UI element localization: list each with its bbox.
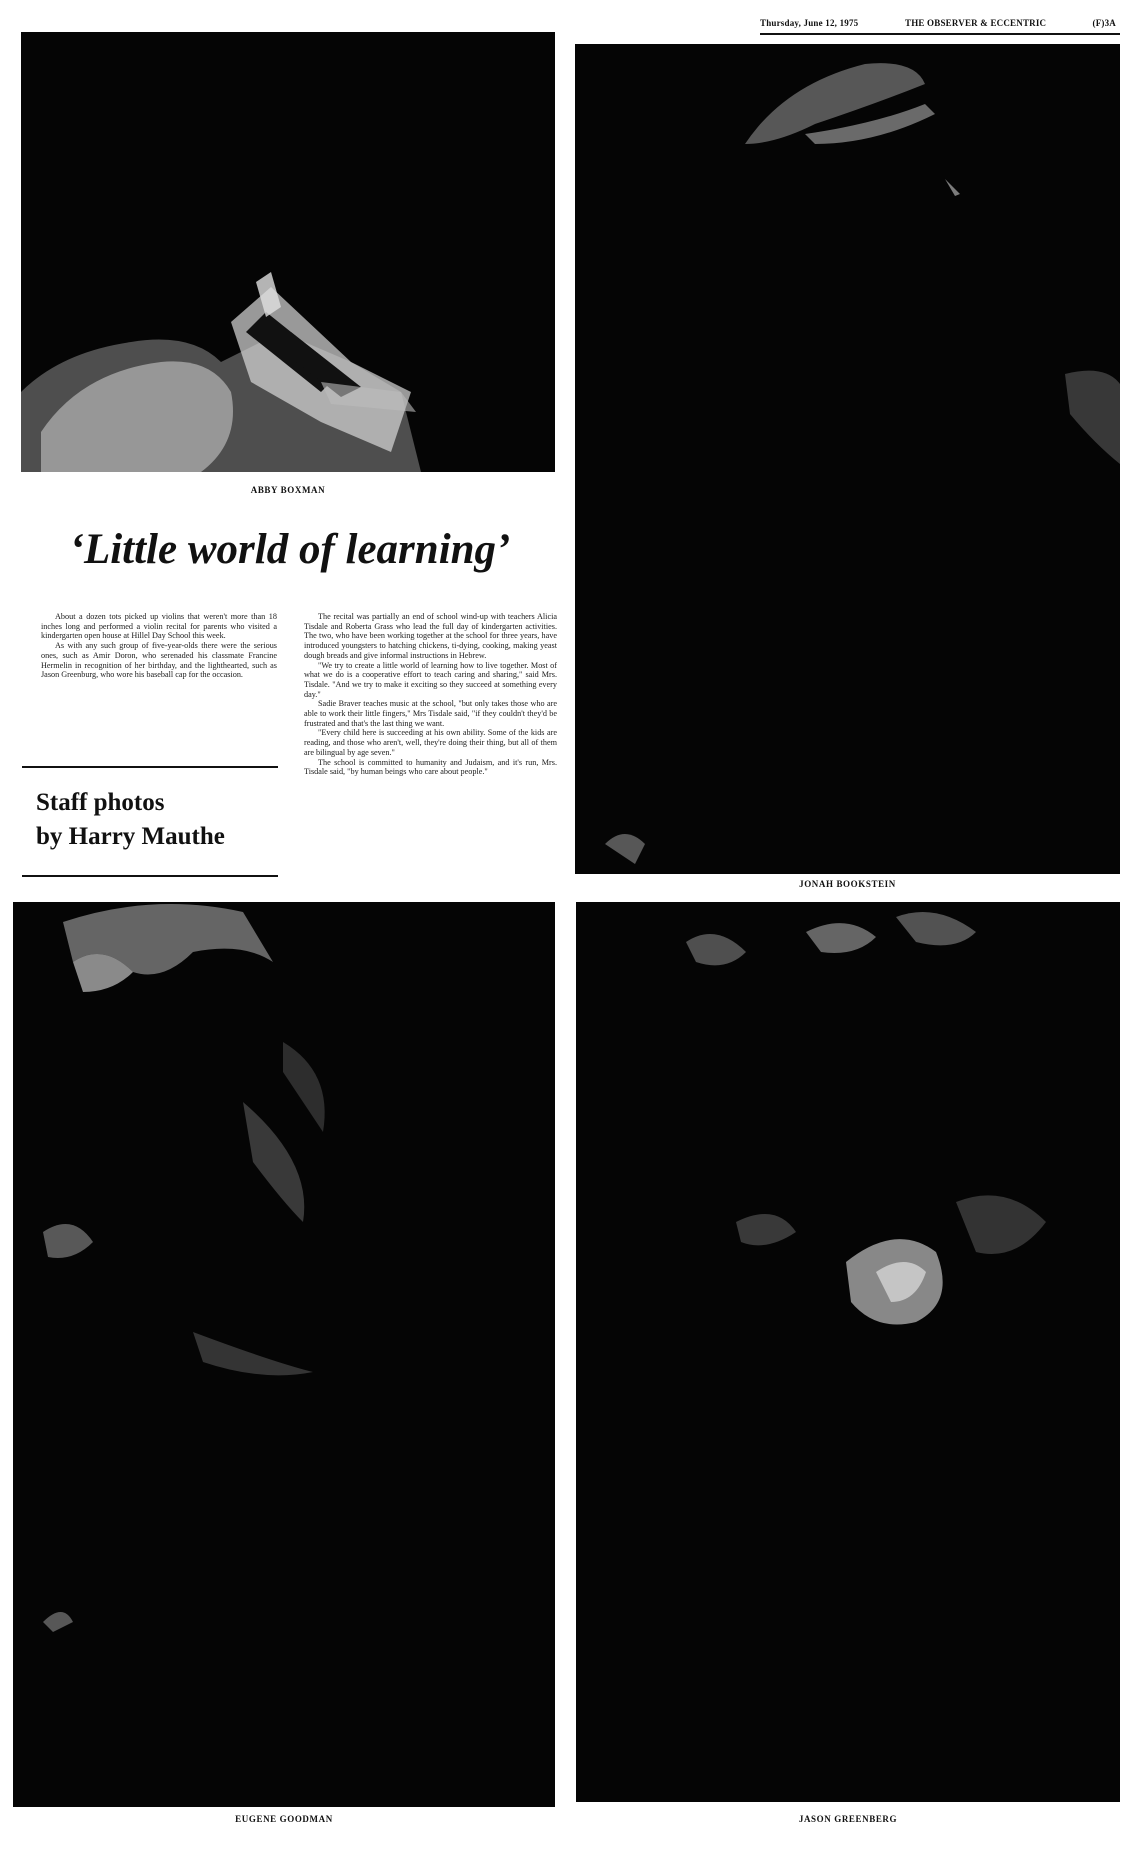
credit-top-rule [22, 766, 278, 768]
photo-abby-boxman [21, 32, 555, 472]
story-paragraph: The school is committed to humanity and Judaism, and it's run, Mrs. Tisdale said, "by human beings who care about people." [304, 757, 557, 777]
caption-jason-greenberg: JASON GREENBERG [798, 1814, 898, 1824]
masthead-page-number: (F)3A [1092, 18, 1116, 28]
masthead [760, 18, 1120, 32]
photo-eugene-goodman [13, 902, 555, 1807]
photo-jason-greenberg [576, 902, 1120, 1802]
credit-line-1: Staff photos [36, 789, 165, 816]
story-paragraph: "We try to create a little world of learning how to live together. Most of what we do is a cooperative effort to teach caring and sharing," said Mrs. Tisdale. "And we try to make it exciting so they succeed at something every day." [304, 660, 557, 699]
caption-abby-boxman: ABBY BOXMAN [250, 485, 326, 495]
story-paragraph: "Every child here is succeeding at his own ability. Some of the kids are reading, and those who aren't, well, they're doing their thing, but all of them are bilingual by age seven." [304, 728, 557, 757]
masthead-rule [760, 33, 1120, 35]
caption-eugene-goodman: EUGENE GOODMAN [235, 1814, 333, 1824]
credit-line-2: by Harry Mauthe [36, 823, 225, 850]
photo-jonah-bookstein [575, 44, 1120, 874]
story-left-column [41, 612, 277, 680]
photo-credit [36, 786, 276, 854]
story-paragraph: Sadie Braver teaches music at the school, "but only takes those who are able to work their little fingers," Mrs Tisdale said, "if they couldn't they'd be frustrated and that's the last thing we want. [304, 699, 557, 728]
masthead-paper-name: THE OBSERVER & ECCENTRIC [905, 18, 1047, 28]
story-paragraph: About a dozen tots picked up violins that weren't more than 18 inches long and performed a violin recital for parents who visited a kindergarten open house at Hillel Day School this week. [41, 612, 277, 641]
headline: ‘Little world of learning’ [69, 526, 511, 573]
credit-bottom-rule [22, 875, 278, 877]
story-paragraph: As with any such group of five-year-olds there were the serious ones, such as Amir Doron, who serenaded his classmate Francine Hermelin in recognition of her birthday, and the lighthearted, such as Jason Greenburg, who wore his baseball cap for the occasion. [41, 641, 277, 680]
caption-jonah-bookstein: JONAH BOOKSTEIN [799, 879, 896, 889]
masthead-date: Thursday, June 12, 1975 [760, 18, 859, 28]
story-right-column [304, 612, 557, 777]
story-paragraph: The recital was partially an end of school wind-up with teachers Alicia Tisdale and Roberta Grass who lead the full day of kindergarten activities. The two, who have been working together at the school for three years, have introduced youngsters to hatching chickens, ti-dying, cooking, making yeast dough breads and give informal instructions in Hebrew. [304, 612, 557, 660]
